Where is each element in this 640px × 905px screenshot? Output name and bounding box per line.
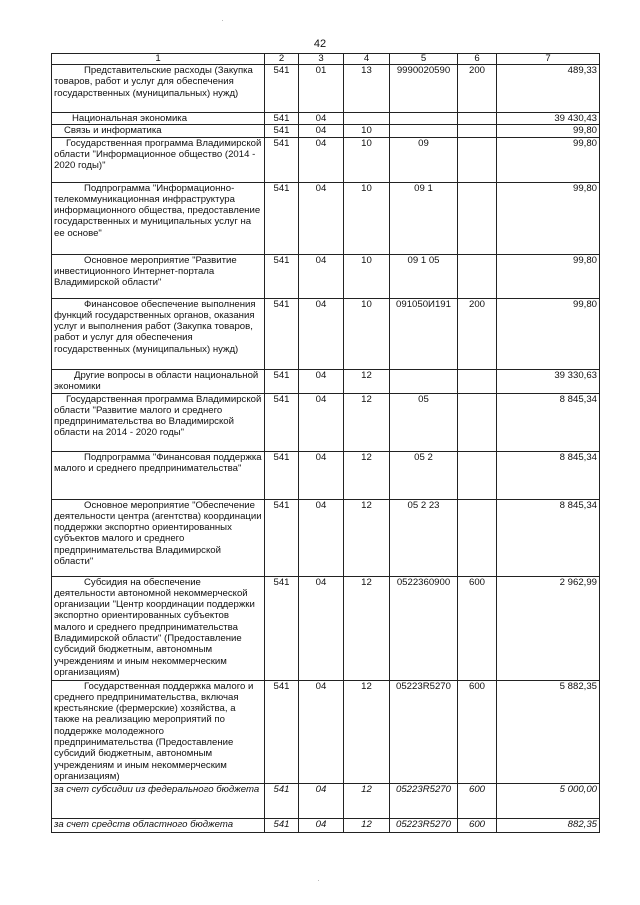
row-name: Основное мероприятие "Развитие инвестиционного Интернет-портала Владимирской области" — [52, 254, 265, 298]
cell-grbs: 541 — [265, 499, 299, 576]
cell-target-article: 05223R5270 — [390, 783, 458, 818]
cell-expense-type — [458, 125, 497, 137]
table-row — [52, 576, 600, 680]
cell-section: 01 — [299, 65, 344, 113]
row-name: за счет средств областного бюджета — [52, 818, 265, 832]
row-name: Государственная программа Владимирской области "Развитие малого и среднего предпринимательства во Владимирской области на 2014 - 2020 годы" — [52, 393, 265, 451]
column-header: 6 — [458, 54, 497, 65]
table-row — [52, 369, 600, 393]
cell-target-article — [390, 369, 458, 393]
table-row — [52, 113, 600, 125]
cell-section: 04 — [299, 499, 344, 576]
cell-section: 04 — [299, 818, 344, 832]
cell-subsection: 12 — [344, 783, 390, 818]
table-row — [52, 680, 600, 783]
table-row — [52, 451, 600, 499]
row-name: Другие вопросы в области национальной экономики — [52, 369, 265, 393]
column-header: 5 — [390, 54, 458, 65]
cell-grbs: 541 — [265, 298, 299, 369]
cell-sum: 489,33 — [497, 65, 600, 113]
cell-target-article: 05 2 23 — [390, 499, 458, 576]
row-name: Основное мероприятие "Обеспечение деятельности центра (агентства) координации поддержки экспортно ориентированных субъектов малого и среднего предпринимательства Владимирской области" — [52, 499, 265, 576]
cell-expense-type — [458, 137, 497, 182]
cell-grbs: 541 — [265, 65, 299, 113]
table-row — [52, 499, 600, 576]
cell-grbs: 541 — [265, 680, 299, 783]
cell-sum: 99,80 — [497, 137, 600, 182]
cell-sum: 2 962,99 — [497, 576, 600, 680]
cell-expense-type — [458, 451, 497, 499]
row-name: Подпрограмма "Финансовая поддержка малого и среднего предпринимательства" — [52, 451, 265, 499]
column-header: 4 — [344, 54, 390, 65]
cell-section: 04 — [299, 451, 344, 499]
cell-expense-type: 600 — [458, 576, 497, 680]
cell-grbs: 541 — [265, 576, 299, 680]
cell-grbs: 541 — [265, 393, 299, 451]
cell-grbs: 541 — [265, 125, 299, 137]
cell-section: 04 — [299, 680, 344, 783]
cell-section: 04 — [299, 125, 344, 137]
cell-subsection: 10 — [344, 298, 390, 369]
cell-target-article — [390, 113, 458, 125]
cell-subsection: 10 — [344, 182, 390, 254]
cell-subsection — [344, 113, 390, 125]
cell-subsection: 12 — [344, 576, 390, 680]
cell-sum: 99,80 — [497, 125, 600, 137]
cell-sum: 39 330,63 — [497, 369, 600, 393]
row-name: Связь и информатика — [52, 125, 265, 137]
column-header: 1 — [52, 54, 265, 65]
cell-section: 04 — [299, 113, 344, 125]
cell-expense-type: 600 — [458, 680, 497, 783]
table-row — [52, 783, 600, 818]
cell-section: 04 — [299, 576, 344, 680]
cell-subsection: 12 — [344, 818, 390, 832]
cell-target-article — [390, 125, 458, 137]
cell-expense-type — [458, 393, 497, 451]
cell-grbs: 541 — [265, 137, 299, 182]
cell-target-article: 09 1 — [390, 182, 458, 254]
cell-grbs: 541 — [265, 783, 299, 818]
cell-sum: 99,80 — [497, 254, 600, 298]
cell-expense-type — [458, 113, 497, 125]
table-row — [52, 818, 600, 832]
row-name: Финансовое обеспечение выполнения функций государственных органов, оказания услуг и выполнения работ (Закупка товаров, работ и услуг для обеспечения государственных (муниципальных) нужд) — [52, 298, 265, 369]
cell-expense-type — [458, 254, 497, 298]
table-row — [52, 254, 600, 298]
cell-subsection: 12 — [344, 451, 390, 499]
cell-sum: 99,80 — [497, 298, 600, 369]
cell-target-article: 09 — [390, 137, 458, 182]
table-row — [52, 65, 600, 113]
cell-expense-type — [458, 182, 497, 254]
table-row — [52, 137, 600, 182]
cell-sum: 39 430,43 — [497, 113, 600, 125]
table-row — [52, 125, 600, 137]
cell-expense-type: 200 — [458, 65, 497, 113]
cell-target-article: 05 2 — [390, 451, 458, 499]
cell-subsection: 10 — [344, 254, 390, 298]
cell-grbs: 541 — [265, 369, 299, 393]
cell-grbs: 541 — [265, 182, 299, 254]
cell-sum: 8 845,34 — [497, 451, 600, 499]
cell-section: 04 — [299, 137, 344, 182]
cell-target-article: 0522360900 — [390, 576, 458, 680]
column-header: 7 — [497, 54, 600, 65]
cell-expense-type: 200 — [458, 298, 497, 369]
cell-subsection: 10 — [344, 137, 390, 182]
page-number: 42 — [313, 38, 327, 50]
cell-expense-type: 600 — [458, 818, 497, 832]
cell-sum: 882,35 — [497, 818, 600, 832]
cell-section: 04 — [299, 298, 344, 369]
cell-section: 04 — [299, 182, 344, 254]
cell-subsection: 10 — [344, 125, 390, 137]
cell-section: 04 — [299, 783, 344, 818]
column-header: 3 — [299, 54, 344, 65]
cell-grbs: 541 — [265, 113, 299, 125]
row-name: Субсидия на обеспечение деятельности автономной некоммерческой организации "Центр координации поддержки экспортно ориентированных субъектов малого и среднего предпринимательства Владимирской области" (Предоставление субсидий бюджетным, автономным учреждениям и иным некоммерческим организациям) — [52, 576, 265, 680]
cell-grbs: 541 — [265, 451, 299, 499]
cell-section: 04 — [299, 393, 344, 451]
cell-target-article: 05223R5270 — [390, 680, 458, 783]
table-row — [52, 298, 600, 369]
cell-section: 04 — [299, 254, 344, 298]
cell-target-article: 09 1 05 — [390, 254, 458, 298]
cell-target-article: 05 — [390, 393, 458, 451]
row-name: Государственная программа Владимирской области "Информационное общество (2014 - 2020 годы)" — [52, 137, 265, 182]
table-row — [52, 182, 600, 254]
table-row — [52, 393, 600, 451]
cell-target-article: 9990020590 — [390, 65, 458, 113]
cell-sum: 5 000,00 — [497, 783, 600, 818]
cell-sum: 99,80 — [497, 182, 600, 254]
cell-expense-type: 600 — [458, 783, 497, 818]
cell-grbs: 541 — [265, 254, 299, 298]
row-name: за счет субсидии из федерального бюджета — [52, 783, 265, 818]
budget-table — [51, 53, 600, 833]
row-name: Подпрограмма "Информационно-телекоммуникационная инфраструктура информационного общества, предоставление государственных и муниципальных услуг на ее основе" — [52, 182, 265, 254]
cell-subsection: 12 — [344, 499, 390, 576]
column-header-row — [52, 54, 600, 65]
cell-expense-type — [458, 369, 497, 393]
cell-subsection: 12 — [344, 393, 390, 451]
cell-sum: 8 845,34 — [497, 393, 600, 451]
cell-subsection: 12 — [344, 369, 390, 393]
scan-speck — [318, 880, 319, 881]
cell-section: 04 — [299, 369, 344, 393]
cell-sum: 8 845,34 — [497, 499, 600, 576]
row-name: Государственная поддержка малого и среднего предпринимательства, включая крестьянские (фермерские) хозяйства, а также на реализацию мероприятий по поддержке молодежного предпринимательства (Предоставление субсидий бюджетным, автономным учреждениям и иным некоммерческим организациям) — [52, 680, 265, 783]
cell-sum: 5 882,35 — [497, 680, 600, 783]
row-name: Представительские расходы (Закупка товаров, работ и услуг для обеспечения государственных (муниципальных) нужд) — [52, 65, 265, 113]
scan-speck — [222, 20, 223, 21]
cell-grbs: 541 — [265, 818, 299, 832]
cell-subsection: 13 — [344, 65, 390, 113]
cell-expense-type — [458, 499, 497, 576]
cell-target-article: 05223R5270 — [390, 818, 458, 832]
cell-subsection: 12 — [344, 680, 390, 783]
row-name: Национальная экономика — [52, 113, 265, 125]
column-header: 2 — [265, 54, 299, 65]
cell-target-article: 091050И191 — [390, 298, 458, 369]
